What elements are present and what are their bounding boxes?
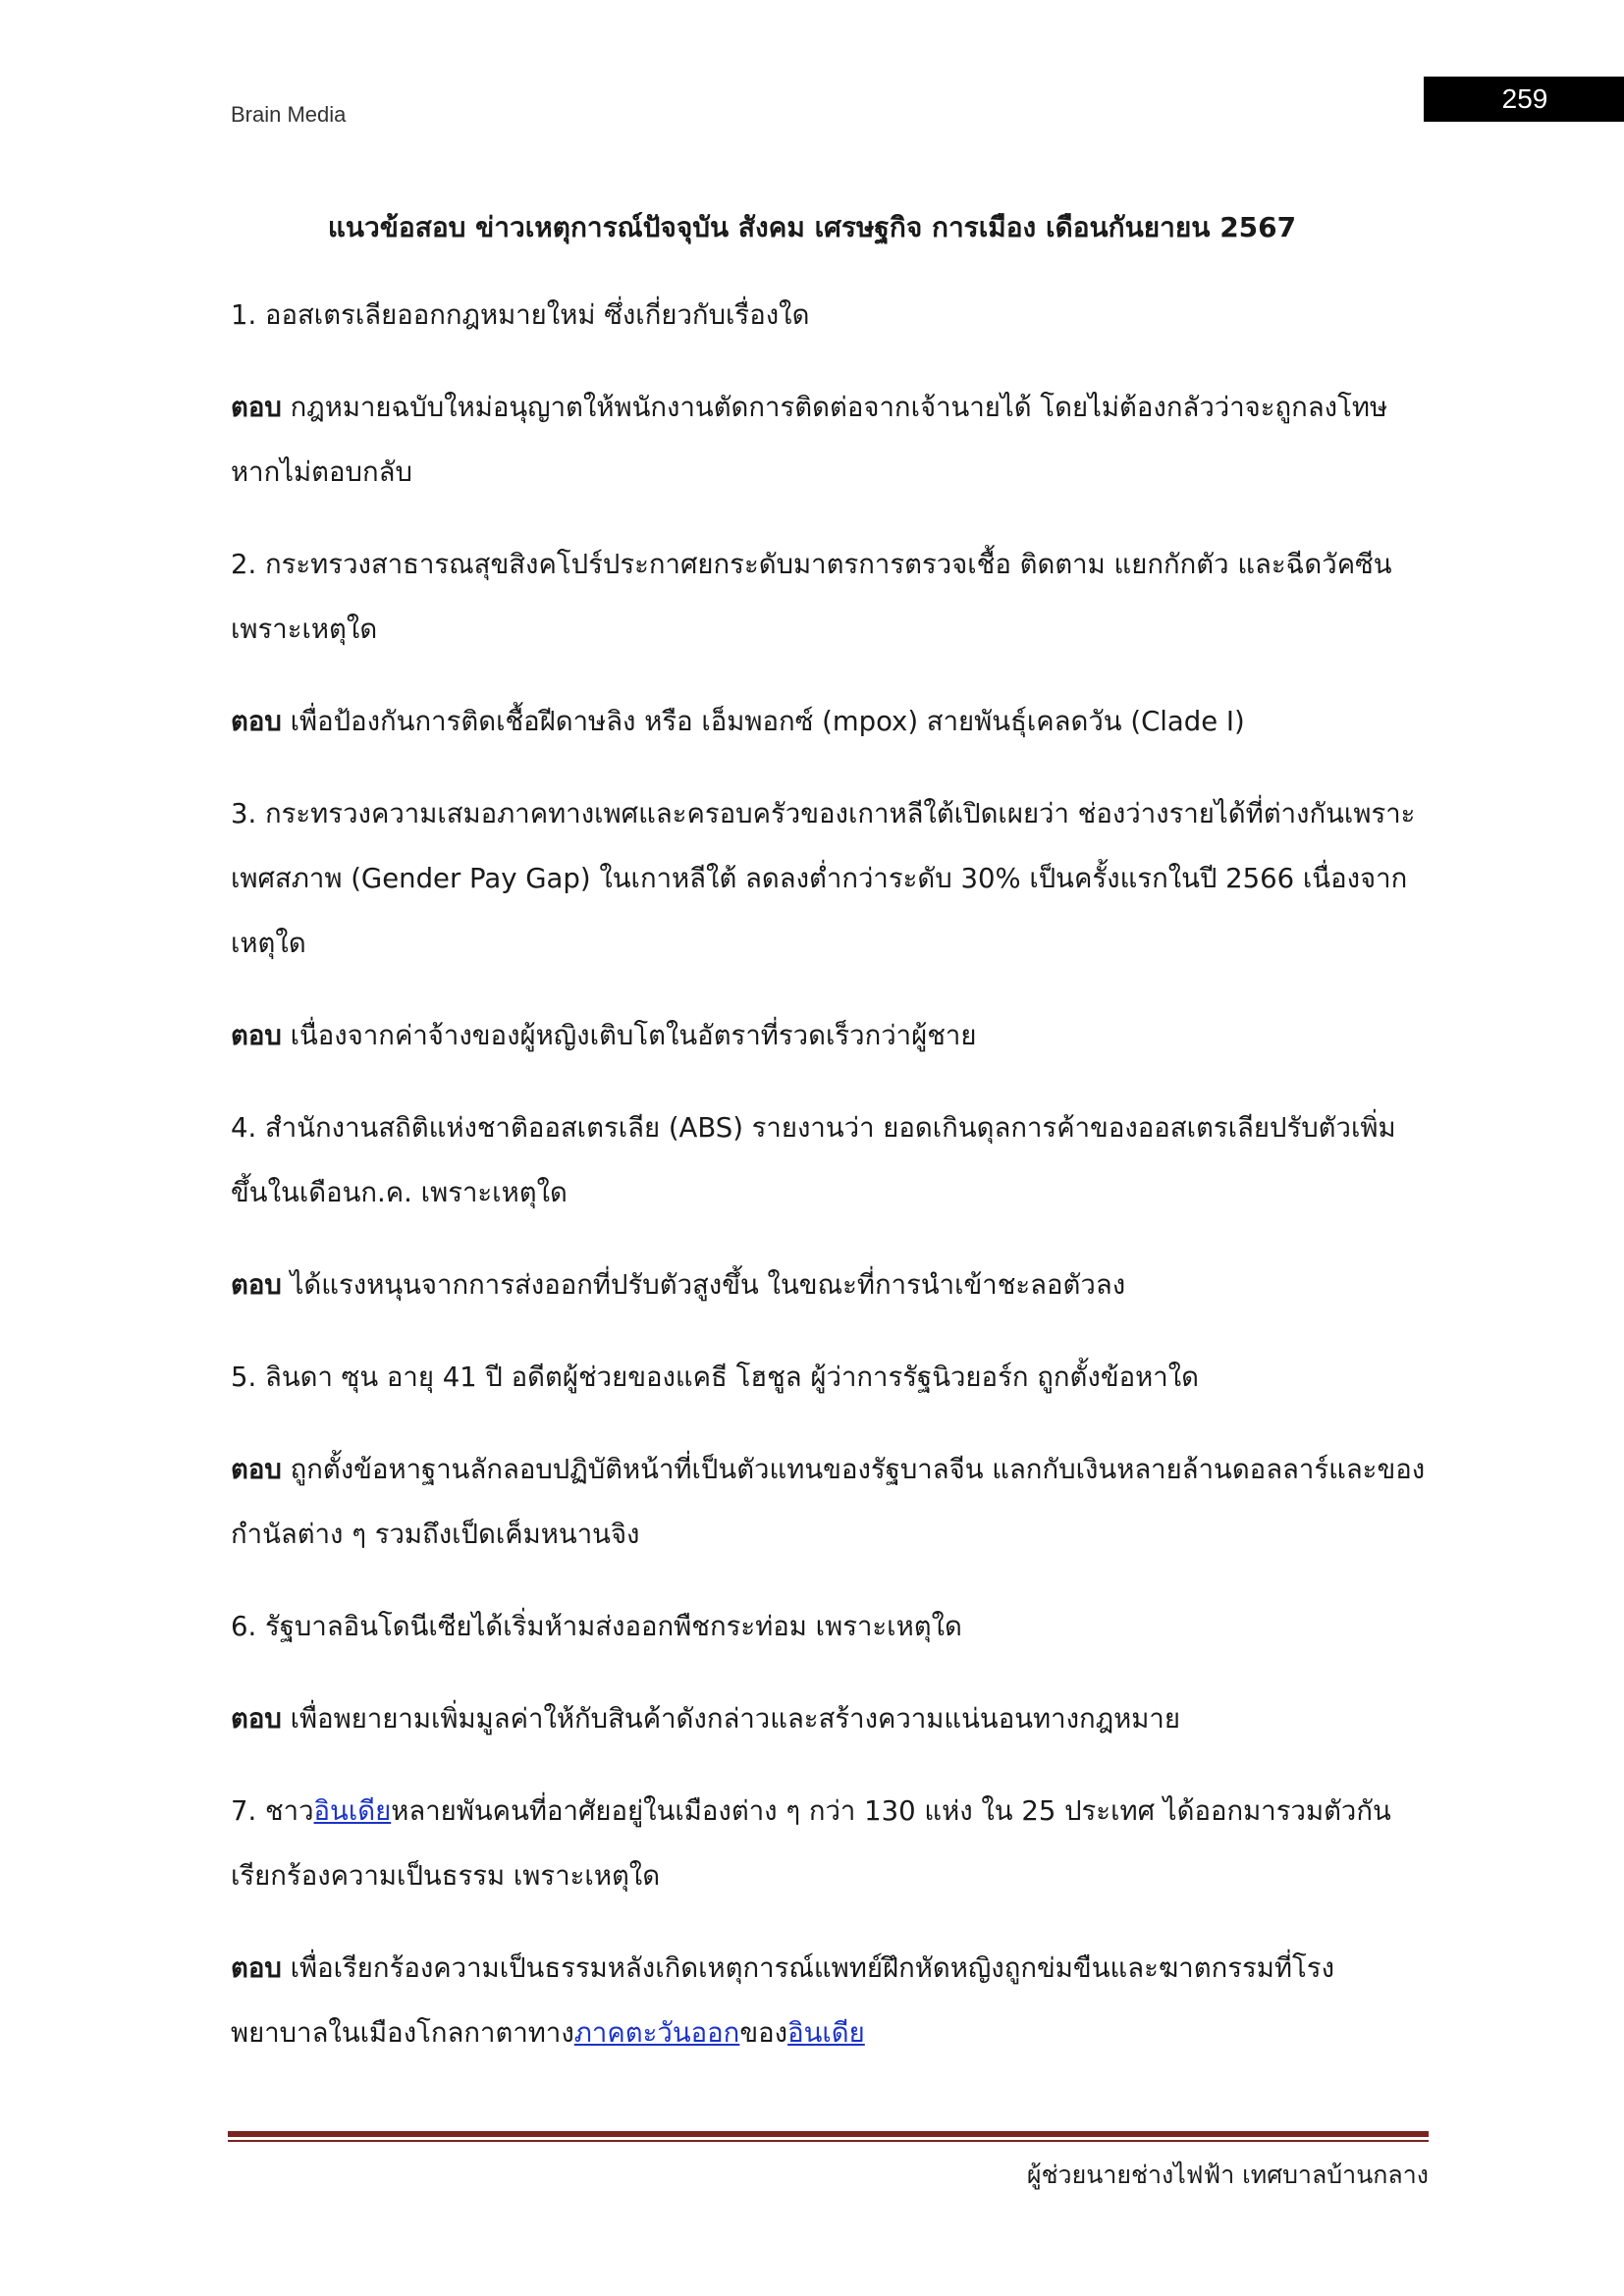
page-number: 259 — [1424, 77, 1624, 122]
question-7-rest: หลายพันคนที่อาศัยอยู่ในเมืองต่าง ๆ กว่า 130 แห่ง ใน 25 ประเทศ ได้ออกมารวมตัวกันเรียกร้องความเป็นธรรม เพราะเหตุใด — [231, 1795, 1391, 1892]
question-3: 3. กระทรวงความเสมอภาคทางเพศและครอบครัวของเกาหลีใต้เปิดเผยว่า ช่องว่างรายได้ที่ต่างกันเพราะเพศสภาพ (Gender Pay Gap) ในเกาหลีใต้ ลดลงต่ำกว่าระดับ 30% เป็นครั้งแรกในปี 2566 เนื่องจากเหตุใด — [231, 798, 1416, 959]
qa-list — [231, 283, 1429, 2093]
question-2: 2. กระทรวงสาธารณสุขสิงคโปร์ประกาศยกระดับมาตรการตรวจเชื้อ ติดตาม แยกกักตัว และฉีดวัคซีนเพราะเหตุใด — [231, 549, 1392, 645]
question-7 — [231, 1779, 1429, 1908]
answer-5 — [231, 1437, 1429, 1567]
answer-3 — [231, 1003, 1429, 1068]
link-eastern-region[interactable]: ภาคตะวันออก — [573, 2017, 740, 2049]
answer-text: ได้แรงหนุนจากการส่งออกที่ปรับตัวสูงขึ้น ในขณะที่การนำเข้าชะลอตัวลง — [290, 1269, 1126, 1301]
footer-divider-thin — [228, 2140, 1429, 2142]
link-india[interactable]: อินเดีย — [313, 1795, 392, 1827]
answer-text: ถูกตั้งข้อหาฐานลักลอบปฏิบัติหน้าที่เป็นตัวแทนของรัฐบาลจีน แลกกับเงินหลายล้านดอลลาร์และของกำนัลต่าง ๆ รวมถึงเป็ดเค็มหนานจิง — [231, 1454, 1426, 1550]
answer-6 — [231, 1686, 1429, 1751]
answer-label: ตอบ — [231, 1703, 282, 1735]
answer-4 — [231, 1253, 1429, 1317]
footer-text: ผู้ช่วยนายช่างไฟฟ้า เทศบาลบ้านกลาง — [1026, 2161, 1429, 2189]
publisher-name: Brain Media — [231, 102, 347, 127]
answer-text: เพื่อป้องกันการติดเชื้อฝีดาษลิง หรือ เอ็มพอกซ์ (mpox) สายพันธุ์เคลดวัน (Clade I) — [290, 706, 1245, 737]
document-title: แนวข้อสอบ ข่าวเหตุการณ์ปัจจุบัน สังคม เศรษฐกิจ การเมือง เดือนกันยายน 2567 — [327, 211, 1297, 243]
question-5: 5. ลินดา ซุน อายุ 41 ปี อดีตผู้ช่วยของแคธี โฮชูล ผู้ว่าการรัฐนิวยอร์ก ถูกตั้งข้อหาใด — [231, 1362, 1199, 1393]
answer-text: เนื่องจากค่าจ้างของผู้หญิงเติบโตในอัตราที่รวดเร็วกว่าผู้ชาย — [290, 1020, 977, 1051]
answer-label: ตอบ — [231, 1020, 282, 1051]
footer-divider-thick — [228, 2131, 1429, 2137]
answer-7-prefix: เพื่อเรียกร้องความเป็นธรรมหลังเกิดเหตุการณ์แพทย์ฝึกหัดหญิงถูกข่มขืนและฆาตกรรมที่โรงพยาบาลในเมืองโกลกาตาทาง — [231, 1952, 1335, 2049]
answer-2 — [231, 689, 1429, 754]
question-4: 4. สำนักงานสถิติแห่งชาติออสเตรเลีย (ABS) รายงานว่า ยอดเกินดุลการค้าของออสเตรเลียปรับตัวเพิ่มขึ้นในเดือนก.ค. เพราะเหตุใด — [231, 1112, 1396, 1208]
answer-label: ตอบ — [231, 1269, 282, 1301]
answer-7-middle: ของ — [739, 2017, 788, 2049]
answer-text: กฎหมายฉบับใหม่อนุญาตให้พนักงานตัดการติดต่อจากเจ้านายได้ โดยไม่ต้องกลัวว่าจะถูกลงโทษหากไม่ตอบกลับ — [231, 392, 1388, 488]
question-1: 1. ออสเตรเลียออกกฎหมายใหม่ ซึ่งเกี่ยวกับเรื่องใด — [231, 299, 810, 331]
link-india-2[interactable]: อินเดีย — [787, 2017, 865, 2049]
question-6: 6. รัฐบาลอินโดนีเซียได้เริ่มห้ามส่งออกพืชกระท่อม เพราะเหตุใด — [231, 1611, 962, 1642]
answer-text: เพื่อพยายามเพิ่มมูลค่าให้กับสินค้าดังกล่าวและสร้างความแน่นอนทางกฎหมาย — [290, 1703, 1180, 1735]
answer-7 — [231, 1936, 1429, 2065]
question-7-prefix: 7. ชาว — [231, 1795, 314, 1827]
answer-label: ตอบ — [231, 1952, 282, 1984]
answer-label: ตอบ — [231, 1454, 282, 1485]
footer-divider — [228, 2131, 1429, 2142]
answer-1 — [231, 375, 1429, 505]
answer-label: ตอบ — [231, 706, 282, 737]
answer-label: ตอบ — [231, 392, 282, 423]
